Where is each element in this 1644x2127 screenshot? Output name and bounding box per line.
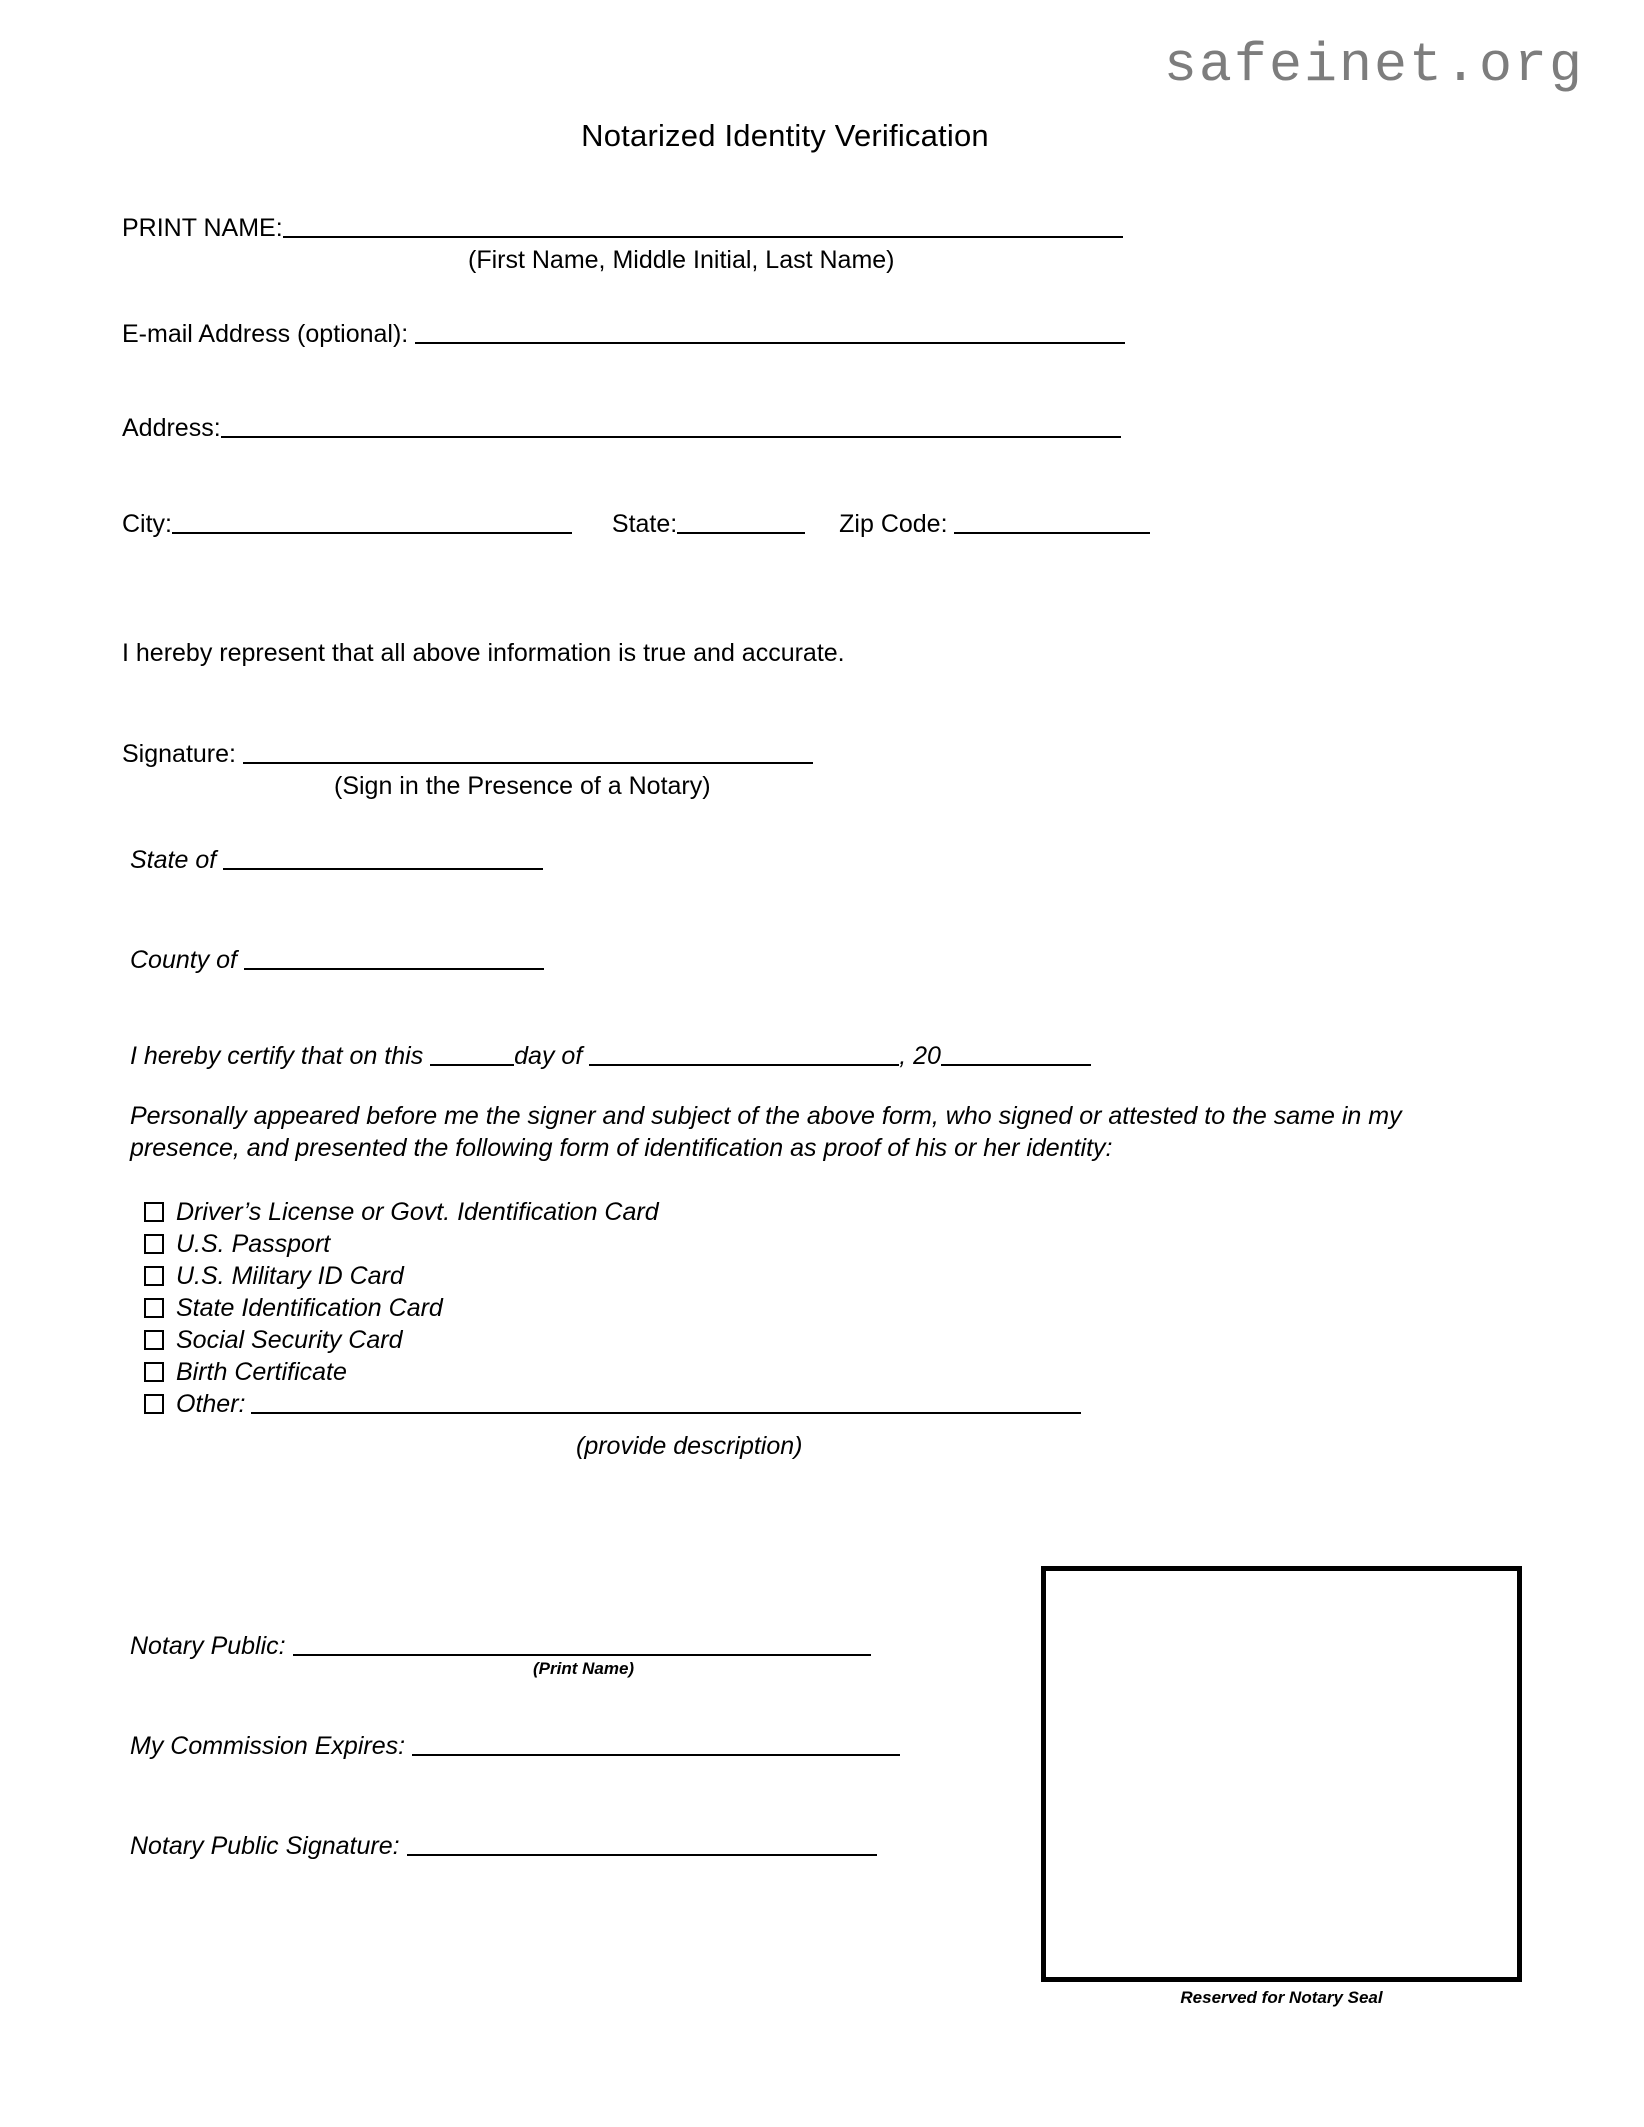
checkbox-icon[interactable] <box>144 1266 164 1286</box>
county-of-input-rule[interactable] <box>244 944 544 970</box>
notary-seal-box[interactable] <box>1041 1566 1522 1982</box>
print-name-caption: (First Name, Middle Initial, Last Name) <box>468 246 895 274</box>
commission-expires-label: My Commission Expires: <box>130 1731 406 1760</box>
notary-public-label: Notary Public: <box>130 1631 286 1660</box>
list-item-other[interactable] <box>144 1388 1081 1420</box>
page-title: Notarized Identity Verification <box>581 118 989 153</box>
print-name-input-rule[interactable] <box>283 212 1123 238</box>
county-of-label: County of <box>130 945 238 974</box>
commission-expires-input-rule[interactable] <box>412 1730 900 1756</box>
notary-public-input-rule[interactable] <box>293 1630 871 1656</box>
city-state-zip-row <box>122 508 1150 538</box>
state-of-input-rule[interactable] <box>223 844 543 870</box>
address-field-row <box>122 412 1121 442</box>
zip-input-rule[interactable] <box>954 508 1150 534</box>
notary-public-row <box>130 1630 871 1660</box>
email-input-rule[interactable] <box>415 318 1125 344</box>
state-input-rule[interactable] <box>677 508 805 534</box>
certify-month-input-rule[interactable] <box>589 1040 899 1066</box>
signature-field-row <box>122 738 813 768</box>
list-item[interactable] <box>144 1260 1081 1292</box>
id-option-label: U.S. Passport <box>176 1229 331 1258</box>
id-option-label: Birth Certificate <box>176 1357 347 1386</box>
print-name-label: PRINT NAME: <box>122 213 283 242</box>
notary-signature-label: Notary Public Signature: <box>130 1831 400 1860</box>
identification-checklist <box>144 1196 1081 1420</box>
commission-expires-row <box>130 1730 900 1760</box>
address-label: Address: <box>122 413 221 442</box>
certify-year-input-rule[interactable] <box>941 1040 1091 1066</box>
signature-caption: (Sign in the Presence of a Notary) <box>334 772 711 800</box>
email-field-row <box>122 318 1125 348</box>
id-option-label: Driver’s License or Govt. Identification Card <box>176 1197 659 1226</box>
provide-description-caption: (provide description) <box>576 1432 803 1460</box>
certify-prefix-label: I hereby certify that on this <box>130 1041 424 1070</box>
checkbox-icon[interactable] <box>144 1298 164 1318</box>
certify-day-label: day of <box>514 1041 583 1070</box>
representation-statement: I hereby represent that all above information is true and accurate. <box>122 639 845 667</box>
checkbox-icon[interactable] <box>144 1394 164 1414</box>
state-label: State: <box>611 509 678 538</box>
id-option-label: Social Security Card <box>176 1325 403 1354</box>
list-item[interactable] <box>144 1324 1081 1356</box>
other-label: Other: <box>176 1389 246 1418</box>
address-input-rule[interactable] <box>221 412 1121 438</box>
list-item[interactable] <box>144 1356 1081 1388</box>
certify-year-label: , 20 <box>899 1041 941 1070</box>
state-of-label: State of <box>130 845 217 874</box>
list-item[interactable] <box>144 1228 1081 1260</box>
state-of-row <box>130 844 543 874</box>
certify-day-input-rule[interactable] <box>430 1040 514 1066</box>
certify-row <box>130 1040 1091 1070</box>
list-item[interactable] <box>144 1292 1081 1324</box>
print-name-field-row <box>122 212 1123 242</box>
checkbox-icon[interactable] <box>144 1234 164 1254</box>
site-watermark: safeinet.org <box>1163 34 1584 97</box>
email-label: E-mail Address (optional): <box>122 319 409 348</box>
appeared-paragraph: Personally appeared before me the signer and subject of the above form, who signed or attested to the same in my presence, and presented the following form of identification as proof of his or her identity: <box>130 1102 1402 1162</box>
notary-signature-row <box>130 1830 877 1860</box>
zip-label: Zip Code: <box>839 509 948 538</box>
notary-signature-input-rule[interactable] <box>407 1830 877 1856</box>
id-option-label: U.S. Military ID Card <box>176 1261 404 1290</box>
notary-seal-caption: Reserved for Notary Seal <box>1180 1988 1383 2007</box>
id-option-label: State Identification Card <box>176 1293 443 1322</box>
notary-print-name-caption: (Print Name) <box>533 1659 635 1678</box>
other-description-input-rule[interactable] <box>251 1396 1081 1413</box>
county-of-row <box>130 944 544 974</box>
checkbox-icon[interactable] <box>144 1362 164 1382</box>
signature-input-rule[interactable] <box>243 738 813 764</box>
signature-label: Signature: <box>122 739 236 768</box>
city-input-rule[interactable] <box>172 508 572 534</box>
checkbox-icon[interactable] <box>144 1330 164 1350</box>
checkbox-icon[interactable] <box>144 1202 164 1222</box>
city-label: City: <box>122 509 172 538</box>
list-item[interactable] <box>144 1196 1081 1228</box>
